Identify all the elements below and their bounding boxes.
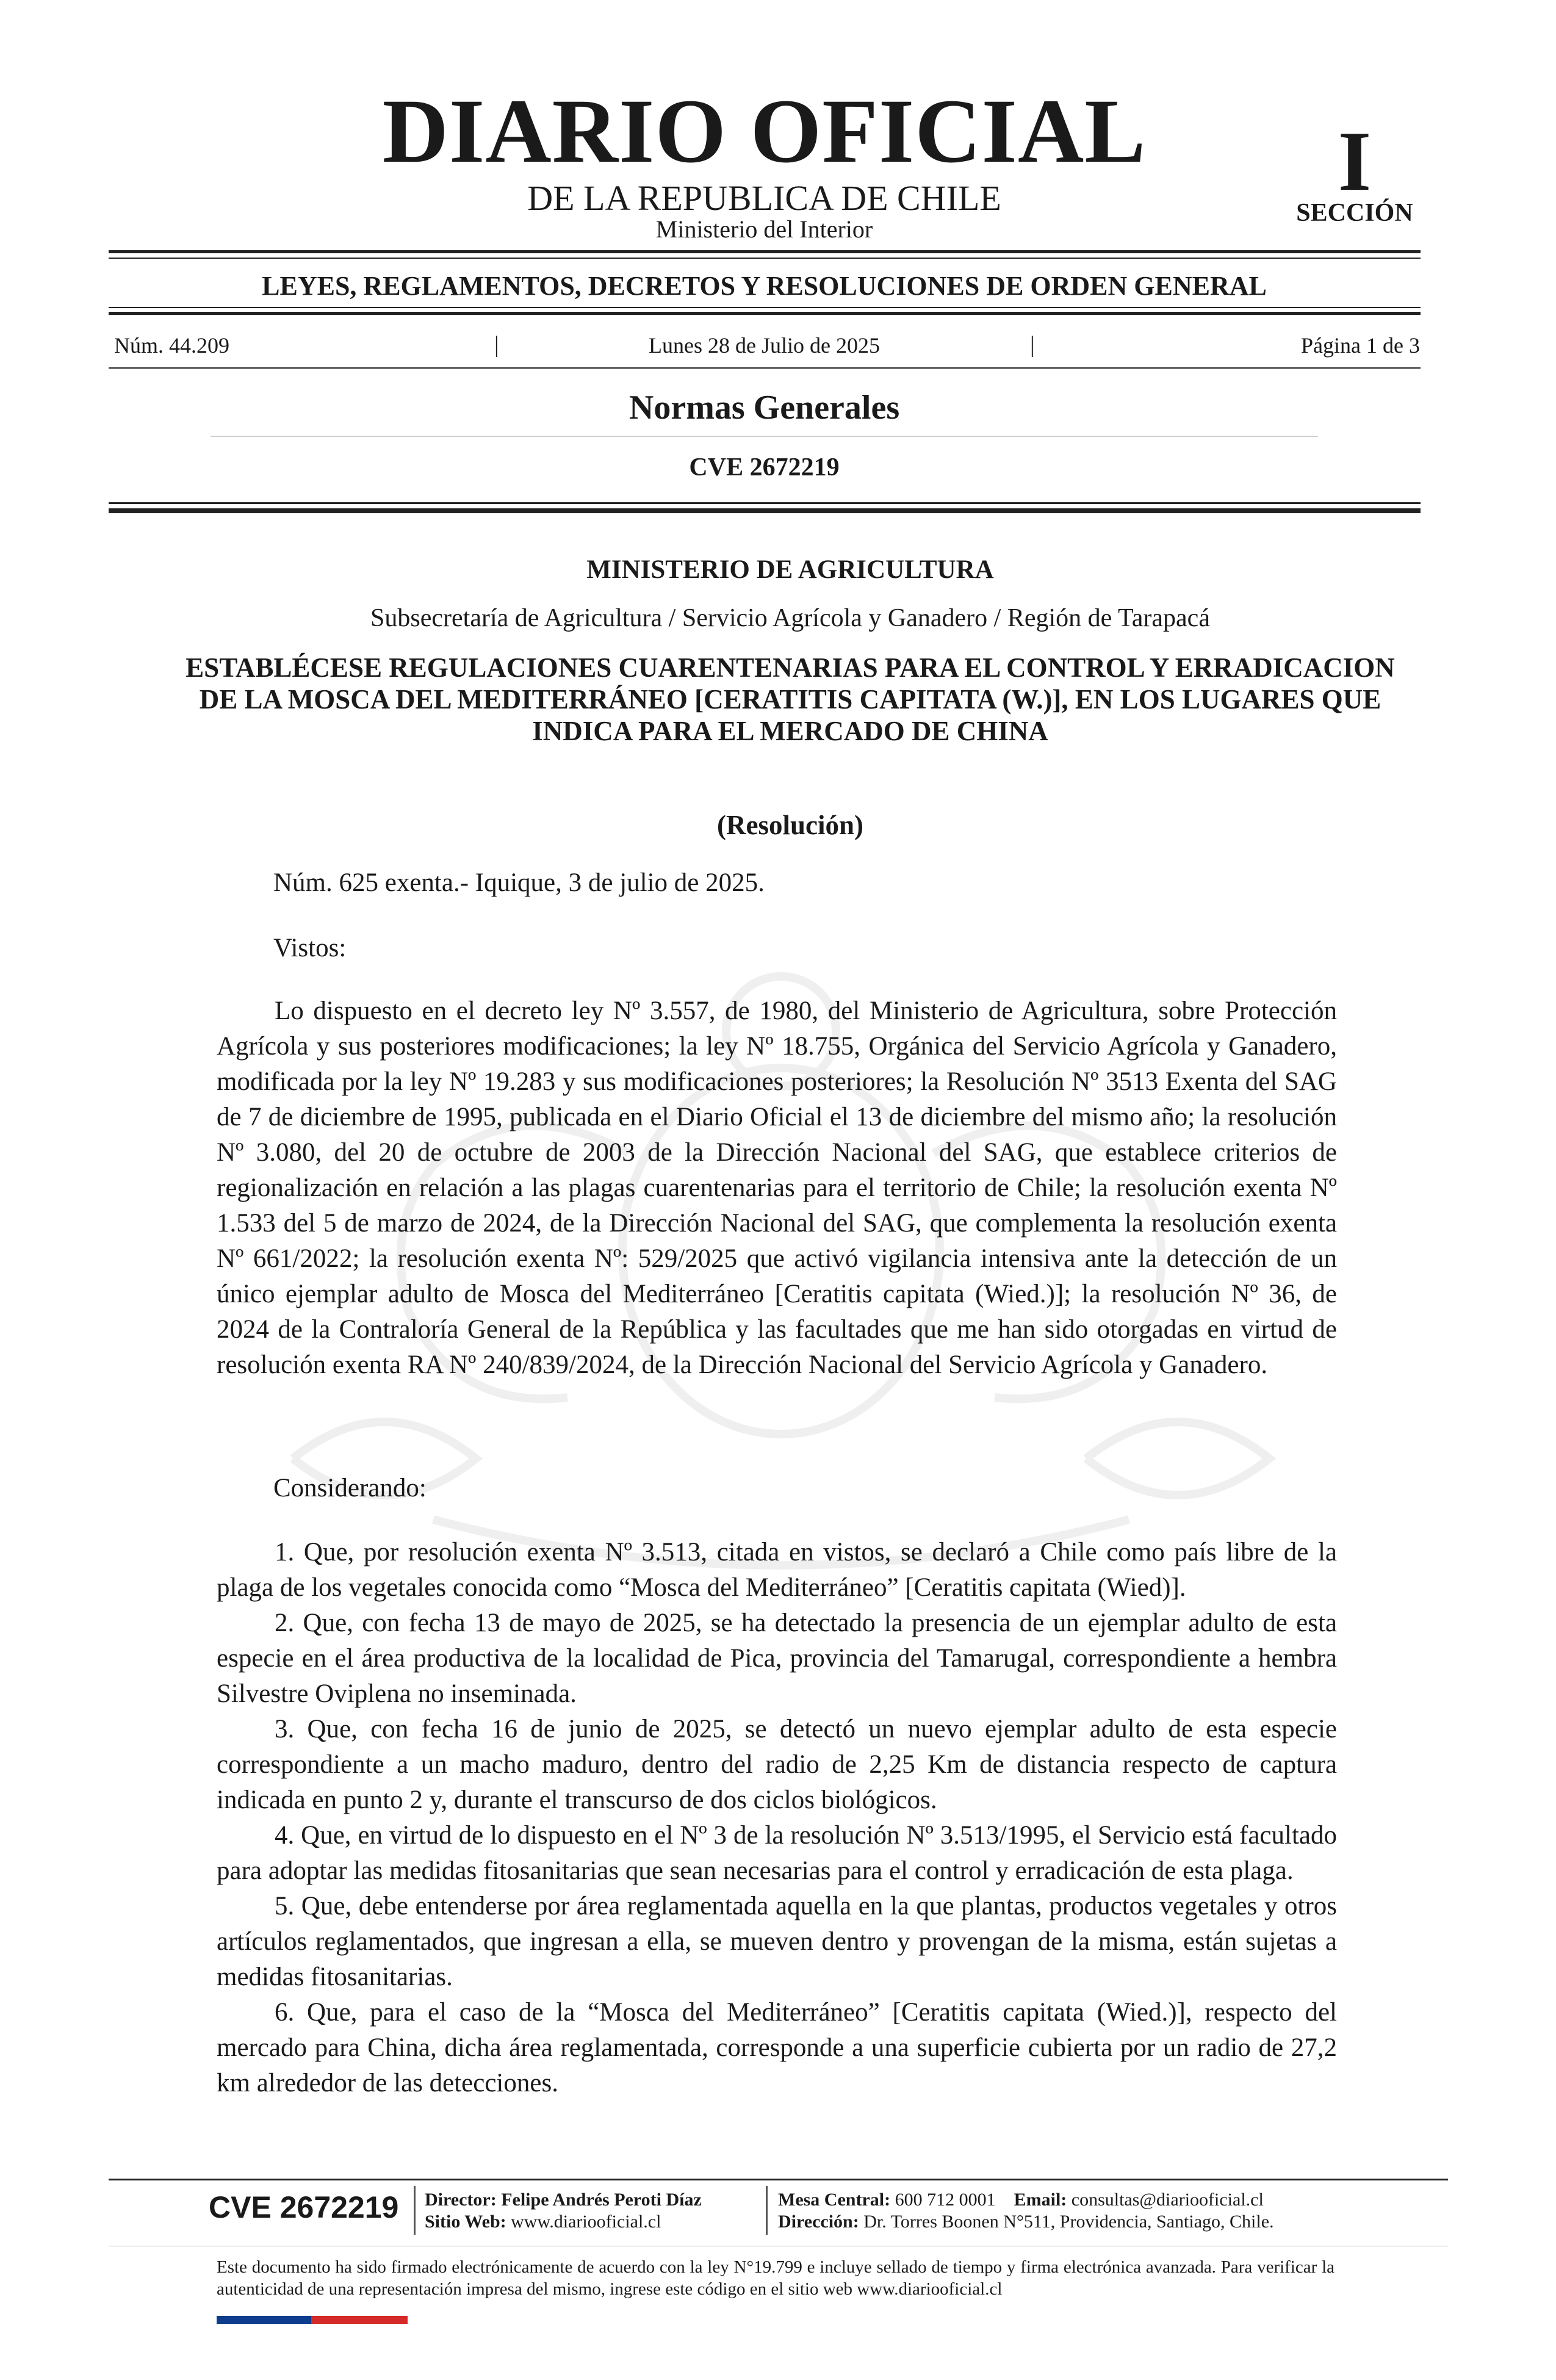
email-link[interactable]: consultas@diariooficial.cl [1071,2190,1264,2210]
document-kind: (Resolución) [717,810,863,840]
footer-contact-block [778,2189,1274,2233]
phone-label: Mesa Central: [778,2190,891,2210]
issue-separator: | [1030,332,1035,358]
director-label: Director: [425,2190,497,2210]
heading-rule [211,436,1318,437]
considerations-list [217,1535,1337,2101]
category-divider-bottom [109,312,1421,315]
issue-date: Lunes 28 de Julio de 2025 [649,333,880,358]
website-link[interactable]: www.diariooficial.cl [511,2212,661,2232]
footer-director-block [425,2189,702,2233]
issue-separator: | [494,332,499,358]
consideration-item: 5. Que, debe entenderse por área reglamentada aquella en la que plantas, productos vegetales y otros artículos reglamentados, que ingresan a ella, se mueven dentro y provengan de la misma, están sujetas a medidas fitosanitarias. [217,1892,1337,1991]
category-divider-top [109,307,1421,308]
flag-stripe-blue [217,2316,311,2324]
category-line: LEYES, REGLAMENTOS, DECRETOS Y RESOLUCIONES DE ORDEN GENERAL [262,271,1267,301]
director-name: Felipe Andrés Peroti Díaz [501,2190,702,2210]
phone-value: 600 712 0001 [895,2190,996,2210]
consideration-item: 6. Que, para el caso de la “Mosca del Mediterráneo” [Ceratitis capitata (Wied.)], respecto del mercado para China, dicha área reglamentada, corresponde a una superficie cubierta por un radio de 27,2 km alrededor de las detecciones. [217,1998,1337,2097]
masthead-divider-bottom [109,258,1421,259]
footer-divider [109,2179,1448,2180]
issuing-agency: Subsecretaría de Agricultura / Servicio Agrícola y Ganadero / Región de Tarapacá [370,604,1210,632]
signature-disclaimer: Este documento ha sido firmado electrónicamente de acuerdo con la ley N°19.799 e incluye sellado de tiempo y firma electrónica avanzada. Para verificar la autenticidad de una representación impresa del mismo, ingrese este código en el sitio web www.diariooficial.cl [217,2257,1334,2299]
address-label: Dirección: [778,2212,859,2232]
newspaper-title: DIARIO OFICIAL [382,81,1147,182]
page-indicator: Página 1 de 3 [1301,333,1420,358]
section-label: SECCIÓN [1296,199,1413,227]
newspaper-ministry: Ministerio del Interior [655,215,873,243]
website-label: Sitio Web: [425,2212,506,2232]
resolution-line: Núm. 625 exenta.- Iquique, 3 de julio de 2025. [273,868,765,897]
consideration-item: 2. Que, con fecha 13 de mayo de 2025, se ha detectado la presencia de un ejemplar adulto de esta especie en el área productiva de la localidad de Pica, provincia del Tamarugal, correspondiente a hembra Silvestre Oviplena no inseminada. [217,1609,1337,1708]
consideration-item: 4. Que, en virtud de lo dispuesto en el Nº 3 de la resolución Nº 3.513/1995, el Servicio está facultado para adoptar las medidas fitosanitarias que sean necesarias para el control y erradicación de esta plaga. [217,1821,1337,1885]
considerando-label: Considerando: [273,1474,427,1502]
newspaper-subtitle: DE LA REPUBLICA DE CHILE [527,178,1001,218]
footer-cve-code: CVE 2672219 [209,2190,399,2224]
header-divider-bottom [109,508,1421,513]
address-value: Dr. Torres Boonen N°511, Providencia, Santiago, Chile. [863,2212,1274,2232]
vistos-label: Vistos: [273,934,347,962]
info-divider [109,367,1421,369]
header-divider-top [109,502,1421,504]
footer-separator [414,2186,416,2235]
section-heading: Normas Generales [629,389,900,427]
cve-code: CVE 2672219 [689,453,840,481]
consideration-item: 1. Que, por resolución exenta Nº 3.513, citada en vistos, se declaró a Chile como país libre de la plaga de los vegetales conocida como “Mosca del Mediterráneo” [Ceratitis capitata (Wied)]. [217,1538,1337,1602]
email-label: Email: [1014,2190,1067,2210]
section-number: I [1338,114,1372,209]
ministry-name: MINISTERIO DE AGRICULTURA [586,555,994,584]
consideration-item: 3. Que, con fecha 16 de junio de 2025, se detectó un nuevo ejemplar adulto de esta especie correspondiente a un macho maduro, dentro del radio de 2,25 Km de distancia respecto de captura indicada en punto 2 y, durante el transcurso de dos ciclos biológicos. [217,1715,1337,1814]
vistos-paragraph: Lo dispuesto en el decreto ley Nº 3.557, de 1980, del Ministerio de Agricultura, sobre Protección Agrícola y sus posteriores modificaciones; la ley Nº 18.755, Orgánica del Servicio Agrícola y Ganadero, modificada por la ley Nº 19.283 y sus modificaciones posteriores; la Resolución Nº 3513 Exenta del SAG de 7 de diciembre de 1995, publicada en el Diario Oficial el 13 de diciembre del mismo año; la resolución Nº 3.080, del 20 de octubre de 2003 de la Dirección Nacional del SAG, que establece criterios de regionalización en relación a las plagas cuarentenarias para el territorio de Chile; la resolución exenta Nº 1.533 del 5 de marzo de 2024, de la Dirección Nacional del SAG, que complementa la resolución exenta Nº 661/2022; la resolución exenta Nº: 529/2025 que activó vigilancia intensiva ante la detección de un único ejemplar adulto de Mosca del Mediterráneo [Ceratitis capitata (Wied.)]; la resolución Nº 36, de 2024 de la Contraloría General de la República y las facultades que me han sido otorgadas en virtud de resolución exenta RA Nº 240/839/2024, de la Dirección Nacional del Servicio Agrícola y Ganadero. [217,997,1337,1379]
masthead-divider-top [109,250,1421,253]
issue-number: Núm. 44.209 [114,333,229,358]
document-title: ESTABLÉCESE REGULACIONES CUARENTENARIAS PARA EL CONTROL Y ERRADICACION DE LA MOSCA DEL MEDITERRÁNEO [CERATITIS CAPITATA (W.)], EN LOS LUGARES QUE INDICA PARA EL MERCADO DE CHINA [185,652,1395,746]
footer-separator [766,2186,768,2235]
flag-stripe-red [311,2316,408,2324]
